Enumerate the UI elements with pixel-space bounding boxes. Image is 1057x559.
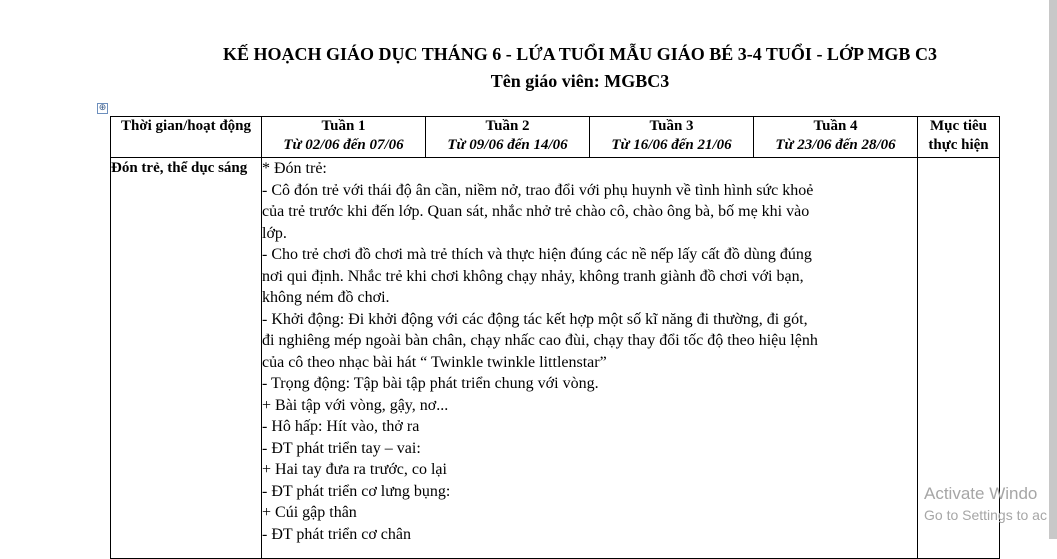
activate-windows-watermark (924, 484, 1047, 523)
header-time-activity: Thời gian/hoạt động (111, 117, 262, 158)
week-label: Tuần 1 (321, 118, 366, 134)
content-line: - Trọng động: Tập bài tập phát triển chung với vòng. (262, 375, 599, 392)
header-goal: Mục tiêu thực hiện (918, 117, 1000, 158)
content-line: lớp. (262, 224, 287, 242)
watermark-title: Activate Windo (924, 484, 1038, 503)
week-label: Tuần 3 (649, 118, 694, 134)
content-line: - ĐT phát triển cơ lưng bụng: (262, 482, 451, 500)
header-week-2 (426, 117, 590, 158)
table-move-handle-icon[interactable]: ⊕ (98, 103, 107, 113)
document-title: KẾ HOẠCH GIÁO DỤC THÁNG 6 - LỨA TUỔI MẪU GIÁO BÉ 3-4 TUỔI - LỚP MGB C3 (223, 44, 937, 64)
table-row (111, 158, 1000, 559)
content-line: của cô theo nhạc bài hát “ Twinkle twinkle littlenstar” (262, 353, 607, 371)
content-line: - Cho trẻ chơi đồ chơi mà trẻ thích và thực hiện đúng các nề nếp lấy cất đồ dùng đúng (262, 246, 812, 263)
row-activity-label: Đón trẻ, thể dục sáng (111, 158, 262, 559)
content-line: - Khởi động: Đi khởi động với các động tác kết hợp một số kĩ năng đi thường, đi gót, (262, 310, 808, 328)
content-line: - ĐT phát triển cơ chân (262, 525, 411, 543)
content-line: đi nghiêng mép ngoài bàn chân, chạy nhấc cao đùi, chạy thay đổi tốc độ theo hiệu lệnh (262, 332, 818, 349)
content-line: + Hai tay đưa ra trước, co lại (262, 461, 447, 478)
content-line: - ĐT phát triển tay – vai: (262, 439, 421, 457)
content-line: - Cô đón trẻ với thái độ ân cần, niềm nở, trao đổi với phụ huynh về tình hình sức khoẻ (262, 181, 814, 199)
week-range: Từ 23/06 đến 28/06 (775, 137, 896, 153)
content-line: - Hô hấp: Hít vào, thở ra (262, 418, 420, 435)
week-range: Từ 09/06 đến 14/06 (447, 137, 568, 153)
teacher-line: Tên giáo viên: MGBC3 (490, 71, 670, 91)
row-activity-content[interactable] (262, 158, 918, 559)
week-label: Tuần 2 (485, 118, 530, 134)
content-line: không ném đồ chơi. (262, 289, 390, 306)
header-week-1 (262, 117, 426, 158)
content-line: nơi qui định. Nhắc trẻ khi chơi không chạy nhảy, không tranh giành đồ chơi với bạn, (262, 267, 804, 285)
plan-table (110, 116, 1000, 559)
content-line: của trẻ trước khi đến lớp. Quan sát, nhắc nhở trẻ chào cô, chào ông bà, bố mẹ khi vào (262, 203, 810, 220)
week-range: Từ 16/06 đến 21/06 (611, 137, 732, 153)
content-line: * Đón trẻ: (262, 160, 327, 177)
watermark-subtitle: Go to Settings to ac (924, 507, 1047, 523)
content-line: + Cúi gập thân (262, 504, 357, 521)
content-line: + Bài tập với vòng, gậy, nơ... (262, 396, 449, 414)
week-range: Từ 02/06 đến 07/06 (283, 137, 404, 153)
header-week-4 (754, 117, 918, 158)
header-week-3 (590, 117, 754, 158)
week-label: Tuần 4 (813, 118, 858, 134)
table-header-row (111, 117, 1000, 158)
